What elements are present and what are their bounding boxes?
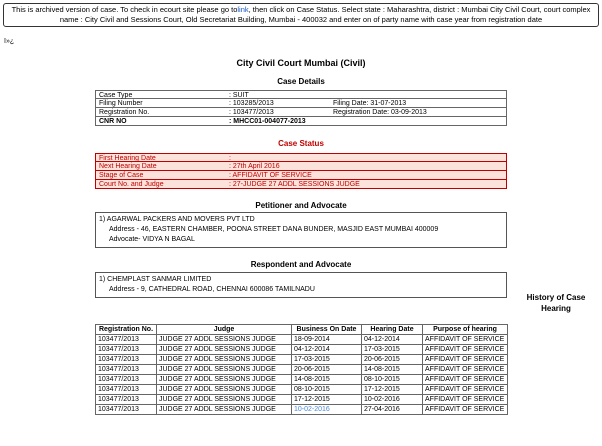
col-business-date: Business On Date <box>292 325 362 335</box>
cell-purpose: AFFIDAVIT OF SERVICE <box>423 365 508 375</box>
table-row <box>96 355 508 365</box>
respondent-address: Address - 9, CATHEDRAL ROAD, CHENNAI 600086 TAMILNADU <box>109 286 315 293</box>
cell-judge: JUDGE 27 ADDL SESSIONS JUDGE <box>157 365 292 375</box>
cell-judge: JUDGE 27 ADDL SESSIONS JUDGE <box>157 335 292 345</box>
next-hearing-value: : 27th April 2016 <box>229 163 280 170</box>
table-row <box>96 365 508 375</box>
cell-purpose: AFFIDAVIT OF SERVICE <box>423 355 508 365</box>
cell-business-date: 08-10-2015 <box>292 385 362 395</box>
history-header-row <box>96 325 508 335</box>
respondent-box <box>95 272 507 298</box>
petitioner-heading: Petitioner and Advocate <box>255 201 347 210</box>
table-row <box>96 335 508 345</box>
stage-value: : AFFIDAVIT OF SERVICE <box>229 172 312 179</box>
cell-hearing-date: 17-12-2015 <box>362 385 423 395</box>
petitioner-name: 1) AGARWAL PACKERS AND MOVERS PVT LTD <box>99 216 255 223</box>
first-hearing-value: : <box>229 155 231 162</box>
cell-hearing-date: 08-10-2015 <box>362 375 423 385</box>
encoding-artifact: ï»¿ <box>4 38 15 45</box>
cell-hearing-date: 04-12-2014 <box>362 335 423 345</box>
court-judge-label: Court No. and Judge <box>99 181 164 188</box>
cell-registration-no: 103477/2013 <box>96 335 157 345</box>
registration-no-value: : 103477/2013 <box>229 109 274 116</box>
petitioner-address: Address - 46, EASTERN CHAMBER, POONA STREET DANA BUNDER, MASJID EAST MUMBAI 400009 <box>109 226 439 233</box>
cell-business-date: 18-09-2014 <box>292 335 362 345</box>
court-title: City Civil Court Mumbai (Civil) <box>236 58 366 68</box>
archive-notice <box>3 3 599 27</box>
next-hearing-label: Next Hearing Date <box>99 163 157 170</box>
notice-text-after: , then click on Case Status. Select state : Maharashtra, district : Mumbai City Civil Court, court complex name : City Civil and Sessions Court, Old Secretariat Building, Mumbai - 400032 and enter on of party name with case year from registration date <box>59 5 591 24</box>
registration-row <box>95 108 507 117</box>
registration-no-label: Registration No. <box>99 109 150 116</box>
cell-registration-no: 103477/2013 <box>96 375 157 385</box>
cell-business-date: 17-03-2015 <box>292 355 362 365</box>
cell-registration-no: 103477/2013 <box>96 395 157 405</box>
cell-hearing-date: 10-02-2016 <box>362 395 423 405</box>
registration-date: Registration Date: 03-09-2013 <box>333 109 427 116</box>
cnr-value: : MHCC01-004077-2013 <box>229 118 306 125</box>
cell-hearing-date: 14-08-2015 <box>362 365 423 375</box>
case-type-label: Case Type <box>99 92 133 99</box>
filing-number-label: Filing Number <box>99 100 143 107</box>
cell-judge: JUDGE 27 ADDL SESSIONS JUDGE <box>157 405 292 415</box>
stage-row <box>95 171 507 180</box>
cell-purpose: AFFIDAVIT OF SERVICE <box>423 405 508 415</box>
cell-purpose: AFFIDAVIT OF SERVICE <box>423 335 508 345</box>
respondent-name: 1) CHEMPLAST SANMAR LIMITED <box>99 276 212 283</box>
notice-text-before: This is archived version of case. To check in ecourt site please go to <box>11 5 238 14</box>
cell-judge: JUDGE 27 ADDL SESSIONS JUDGE <box>157 375 292 385</box>
case-details-heading: Case Details <box>277 77 325 86</box>
petitioner-box <box>95 212 507 248</box>
cell-business-date: 04-12-2014 <box>292 345 362 355</box>
col-purpose: Purpose of hearing <box>423 325 508 335</box>
cell-registration-no: 103477/2013 <box>96 355 157 365</box>
case-type-row <box>95 90 507 99</box>
cell-judge: JUDGE 27 ADDL SESSIONS JUDGE <box>157 355 292 365</box>
case-status-heading: Case Status <box>278 139 324 148</box>
court-judge-row <box>95 180 507 189</box>
table-row <box>96 385 508 395</box>
business-date-link[interactable]: 10-02-2016 <box>292 405 362 415</box>
cell-registration-no: 103477/2013 <box>96 365 157 375</box>
table-row <box>96 405 508 415</box>
col-hearing-date: Hearing Date <box>362 325 423 335</box>
cell-purpose: AFFIDAVIT OF SERVICE <box>423 395 508 405</box>
cell-purpose: AFFIDAVIT OF SERVICE <box>423 375 508 385</box>
cell-registration-no: 103477/2013 <box>96 385 157 395</box>
cell-judge: JUDGE 27 ADDL SESSIONS JUDGE <box>157 395 292 405</box>
ecourt-link[interactable]: link <box>237 5 249 14</box>
table-row <box>96 375 508 385</box>
case-type-value: : SUIT <box>229 92 249 99</box>
history-table <box>95 324 508 415</box>
case-details-table <box>95 90 507 126</box>
cell-business-date: 20-06-2015 <box>292 365 362 375</box>
table-row <box>96 345 508 355</box>
cell-hearing-date: 20-06-2015 <box>362 355 423 365</box>
filing-number-row <box>95 99 507 108</box>
case-status-table <box>95 153 507 189</box>
cnr-row <box>95 117 507 126</box>
first-hearing-label: First Hearing Date <box>99 155 156 162</box>
cnr-label: CNR NO <box>99 118 127 125</box>
court-judge-value: : 27-JUDGE 27 ADDL SESSIONS JUDGE <box>229 181 360 188</box>
cell-purpose: AFFIDAVIT OF SERVICE <box>423 345 508 355</box>
cell-business-date: 17-12-2015 <box>292 395 362 405</box>
cell-judge: JUDGE 27 ADDL SESSIONS JUDGE <box>157 345 292 355</box>
history-title: History of Case Hearing <box>526 293 586 313</box>
cell-hearing-date: 27-04-2016 <box>362 405 423 415</box>
cell-judge: JUDGE 27 ADDL SESSIONS JUDGE <box>157 385 292 395</box>
cell-business-date: 14-08-2015 <box>292 375 362 385</box>
cell-registration-no: 103477/2013 <box>96 345 157 355</box>
next-hearing-row <box>95 162 507 171</box>
filing-date: Filing Date: 31-07-2013 <box>333 100 407 107</box>
col-registration-no: Registration No. <box>96 325 157 335</box>
cell-purpose: AFFIDAVIT OF SERVICE <box>423 385 508 395</box>
cell-registration-no: 103477/2013 <box>96 405 157 415</box>
respondent-heading: Respondent and Advocate <box>250 260 352 269</box>
filing-number-value: : 103285/2013 <box>229 100 274 107</box>
table-row <box>96 395 508 405</box>
col-judge: Judge <box>157 325 292 335</box>
petitioner-advocate: Advocate- VIDYA N BAGAL <box>109 236 195 243</box>
first-hearing-row <box>95 153 507 162</box>
cell-hearing-date: 17-03-2015 <box>362 345 423 355</box>
stage-label: Stage of Case <box>99 172 144 179</box>
